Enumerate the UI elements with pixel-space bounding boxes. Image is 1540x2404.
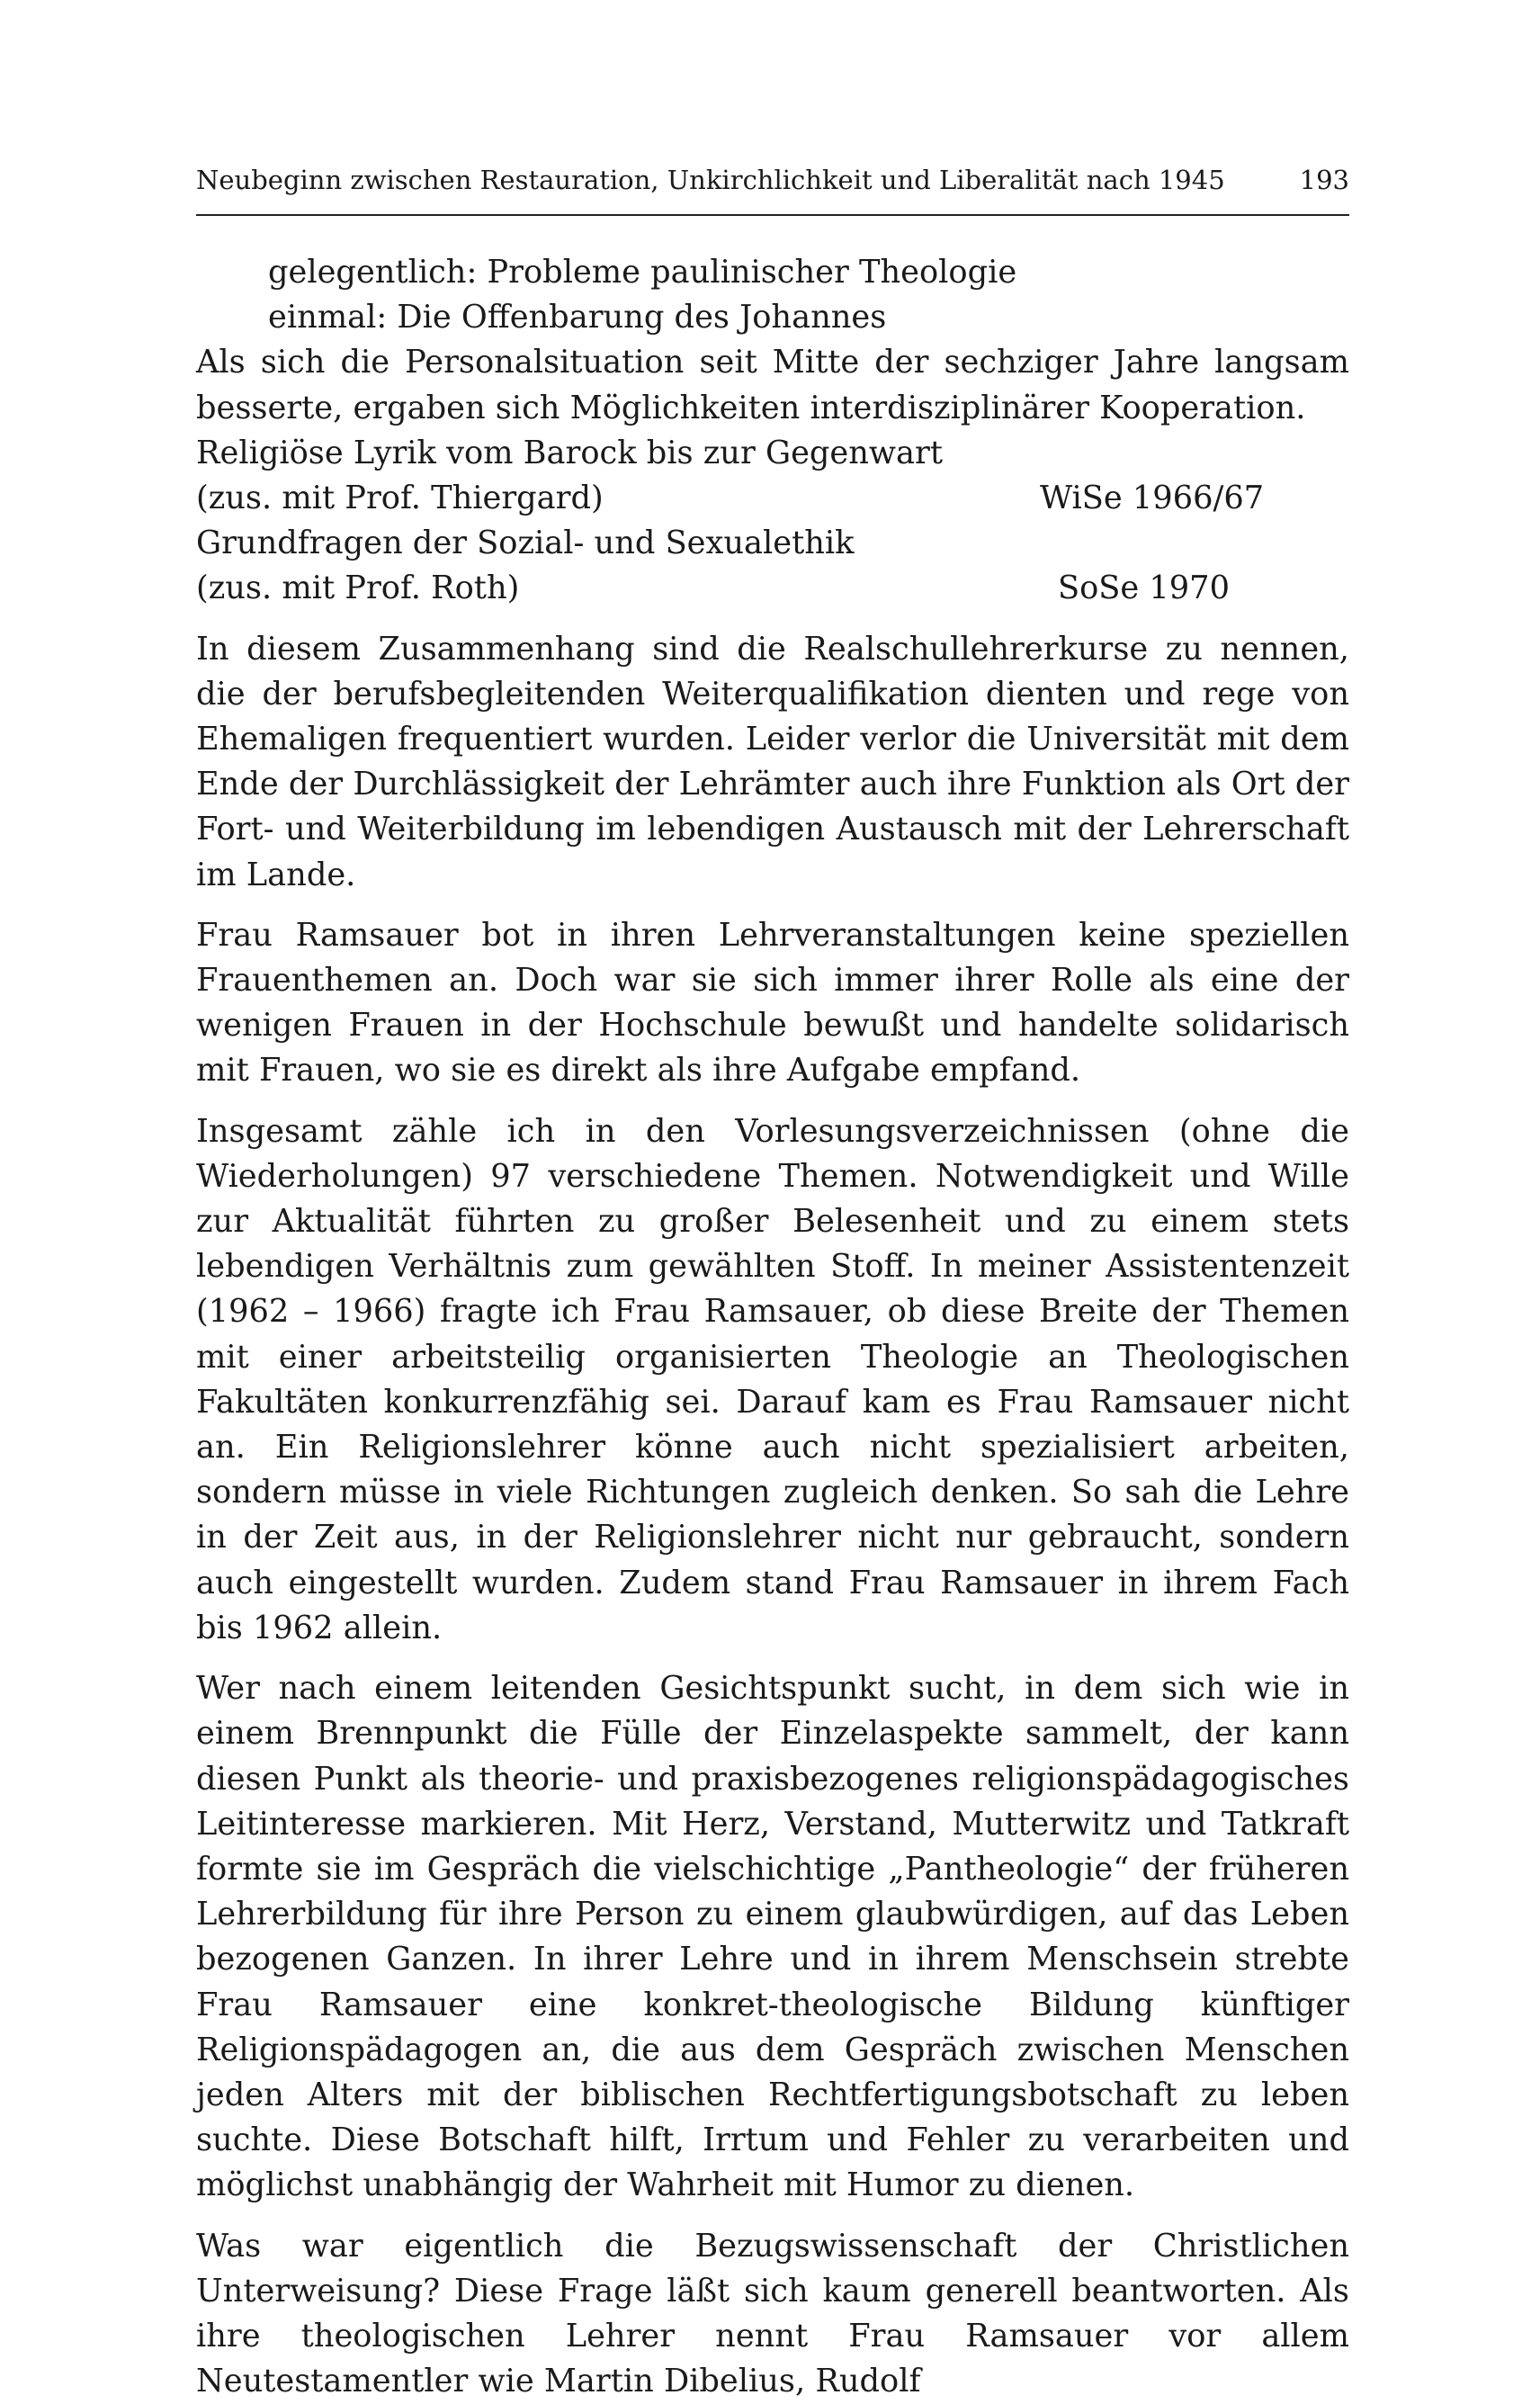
course-row xyxy=(196,566,1349,611)
paragraph: Frau Ramsauer bot in ihren Lehrveranstaltungen keine speziellen Frauenthemen an. Doch war sie sich immer ihrer Rolle als eine der wenigen Frauen in der Hochschule bewußt und handelte solidarisch mit Frauen, wo sie es direkt als ihre Aufgabe empfand. xyxy=(196,916,1349,1090)
course-cooperation: (zus. mit Prof. Thiergard) xyxy=(196,480,604,517)
paragraph-gap xyxy=(196,1094,1349,1109)
page-number: 193 xyxy=(1299,165,1349,195)
running-head xyxy=(196,162,1349,216)
paragraph: In diesem Zusammenhang sind die Realschullehrerkurse zu nennen, die der berufsbegleitenden Weiterqualifikation dienten und rege von Ehemaligen frequentiert wurden. Leider verlor die Universität mit dem Ende der Durchlässigkeit der Lehrämter auch ihre Funktion als Ort der Fort- und Weiterbildung im lebendigen Austausch mit der Lehrerschaft im Lande. xyxy=(196,630,1349,893)
paragraph: Insgesamt zähle ich in den Vorlesungsverzeichnissen (ohne die Wiederholungen) 97 verschiedene Themen. Notwendigkeit und Wille zur Aktualität führten zu großer Belesenheit und zu einem stets lebendigen Verhältnis zum gewählten Stoff. In meiner Assistentenzeit (1962 – 1966) fragte ich Frau Ramsauer, ob diese Breite der Themen mit einer arbeitsteilig organisierten Theologie an Theologischen Fakultäten konkurrenzfähig sei. Darauf kam es Frau Ramsauer nicht an. Ein Religionslehrer könne auch nicht spezialisiert arbeiten, sondern müsse in viele Richtungen zugleich denken. So sah die Lehre in der Zeit aus, in der Religionslehrer nicht nur gebraucht, sondern auch eingestellt wurden. Zudem stand Frau Ramsauer in ihrem Fach bis 1962 allein. xyxy=(196,1112,1349,1646)
paragraph-gap xyxy=(196,898,1349,913)
paragraph: Was war eigentlich die Bezugswissenschaft der Christlichen Unterweisung? Diese Frage läßt sich kaum generell beantworten. Als ihre theologischen Lehrer nennt Frau Ramsauer vor allem Neutestamentler wie Martin Dibelius, Rudolf xyxy=(196,2227,1349,2400)
intro-paragraph: Als sich die Personalsituation seit Mitte der sechziger Jahre langsam besserte, ergaben sich Möglichkeiten interdisziplinärer Kooperation. xyxy=(196,344,1349,426)
paragraph-gap xyxy=(196,2209,1349,2224)
course-cooperation: (zus. mit Prof. Roth) xyxy=(196,570,520,607)
paragraph-gap xyxy=(196,612,1349,627)
indented-line: gelegentlich: Probleme paulinischer Theologie xyxy=(268,254,1017,291)
book-page xyxy=(196,162,1349,2404)
body-text xyxy=(196,250,1349,2404)
course-title: Grundfragen der Sozial- und Sexualethik xyxy=(196,525,855,562)
running-head-title: Neubeginn zwischen Restauration, Unkirchlichkeit und Liberalität nach 1945 xyxy=(196,165,1225,195)
indented-line: einmal: Die Offenbarung des Johannes xyxy=(268,299,887,336)
course-term: WiSe 1966/67 xyxy=(1040,480,1265,517)
paragraph: Wer nach einem leitenden Gesichtspunkt sucht, in dem sich wie in einem Brennpunkt die Fülle der Einzelaspekte sammelt, der kann diesen Punkt als theorie- und praxisbezogenes religionspädagogisches Leitinteresse markieren. Mit Herz, Verstand, Mutterwitz und Tatkraft formte sie im Gespräch die vielschichtige „Pantheologie“ der früheren Lehrerbildung für ihre Person zu einem glaubwürdigen, auf das Leben bezogenen Ganzen. In ihrer Lehre und in ihrem Menschsein strebte Frau Ramsauer eine konkret-theologische Bildung künftiger Religionspädagogen an, die aus dem Gespräch zwischen Menschen jeden Alters mit der biblischen Rechtfertigungsbotschaft zu leben suchte. Diese Botschaft hilft, Irrtum und Fehler zu verarbeiten und möglichst unabhängig der Wahrheit mit Humor zu dienen. xyxy=(196,1670,1349,2204)
course-row xyxy=(196,476,1349,521)
course-title: Religiöse Lyrik vom Barock bis zur Gegenwart xyxy=(196,434,943,471)
paragraph-gap xyxy=(196,1651,1349,1666)
course-term: SoSe 1970 xyxy=(1058,570,1230,607)
